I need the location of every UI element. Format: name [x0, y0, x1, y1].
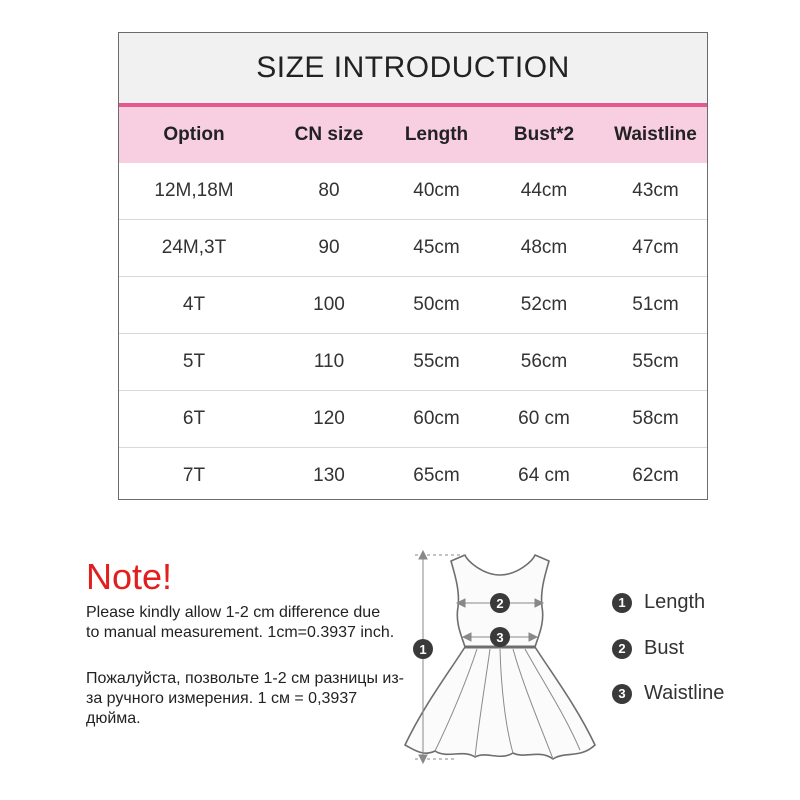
- header-waistline: Waistline: [614, 124, 697, 145]
- cell-cn-size: 80: [318, 180, 340, 201]
- header-option: Option: [163, 124, 225, 145]
- legend-label: Waistline: [644, 682, 725, 704]
- cell-bust: 52cm: [520, 294, 568, 315]
- marker-1: [413, 639, 433, 659]
- cell-bust: 56cm: [520, 351, 568, 372]
- marker-3: [490, 627, 510, 647]
- note-russian: Пожалуйста, позвольте 1-2 см разницы из-за ручного измерения. 1 см = 0,3937 дюйма.: [86, 670, 404, 727]
- table-title: SIZE INTRODUCTION: [256, 51, 570, 84]
- legend-number-badge: 1: [612, 593, 632, 613]
- legend-label: Bust: [644, 637, 685, 659]
- table-row: [119, 447, 707, 504]
- legend-item-length: [612, 591, 705, 614]
- cell-waistline: 47cm: [632, 237, 679, 258]
- table-row: [119, 219, 707, 276]
- header-bust: Bust*2: [513, 124, 575, 145]
- table-header-row: [119, 107, 707, 163]
- header-length: Length: [404, 124, 469, 145]
- marker-2: [490, 593, 510, 613]
- header-cn-size: CN size: [294, 124, 364, 145]
- dress-diagram: [395, 545, 605, 785]
- cell-length: 55cm: [413, 351, 460, 372]
- table-title-band: [119, 33, 707, 107]
- table-body: [119, 163, 707, 504]
- marker-1-label: 1: [419, 642, 427, 657]
- cell-length: 60cm: [413, 408, 460, 429]
- cell-waistline: 43cm: [632, 180, 679, 201]
- cell-bust: 48cm: [520, 237, 568, 258]
- legend-item-bust: [612, 637, 684, 660]
- cell-cn-size: 130: [313, 465, 345, 486]
- cell-bust: 60 cm: [518, 408, 570, 429]
- cell-option: 12M,18M: [154, 180, 234, 201]
- cell-option: 6T: [182, 408, 206, 429]
- table-row: [119, 390, 707, 447]
- cell-bust: 64 cm: [518, 465, 570, 486]
- cell-option: 7T: [182, 465, 206, 486]
- cell-cn-size: 120: [313, 408, 345, 429]
- cell-waistline: 51cm: [632, 294, 679, 315]
- cell-length: 50cm: [413, 294, 460, 315]
- legend-number-badge: 3: [612, 684, 632, 704]
- cell-option: 5T: [182, 351, 206, 372]
- cell-length: 65cm: [413, 465, 460, 486]
- legend-number-badge: 2: [612, 639, 632, 659]
- cell-waistline: 55cm: [632, 351, 679, 372]
- cell-waistline: 62cm: [632, 465, 679, 486]
- marker-3-label: 3: [496, 630, 504, 645]
- cell-length: 40cm: [413, 180, 460, 201]
- note-title: Note!: [86, 556, 173, 597]
- cell-cn-size: 100: [313, 294, 345, 315]
- marker-2-label: 2: [496, 596, 504, 611]
- legend-item-waistline: [612, 682, 724, 705]
- cell-waistline: 58cm: [632, 408, 679, 429]
- size-table: [118, 32, 708, 500]
- table-row: [119, 333, 707, 390]
- cell-option: 4T: [182, 294, 206, 315]
- note-english: Please kindly allow 1-2 cm difference due to manual measurement. 1cm=0.3937 inch.: [86, 604, 395, 641]
- table-row: [119, 163, 707, 219]
- cell-cn-size: 90: [318, 237, 340, 258]
- cell-bust: 44cm: [520, 180, 568, 201]
- cell-cn-size: 110: [313, 351, 345, 372]
- legend-label: Length: [644, 591, 706, 613]
- table-row: [119, 276, 707, 333]
- cell-length: 45cm: [413, 237, 460, 258]
- cell-option: 24M,3T: [161, 237, 227, 258]
